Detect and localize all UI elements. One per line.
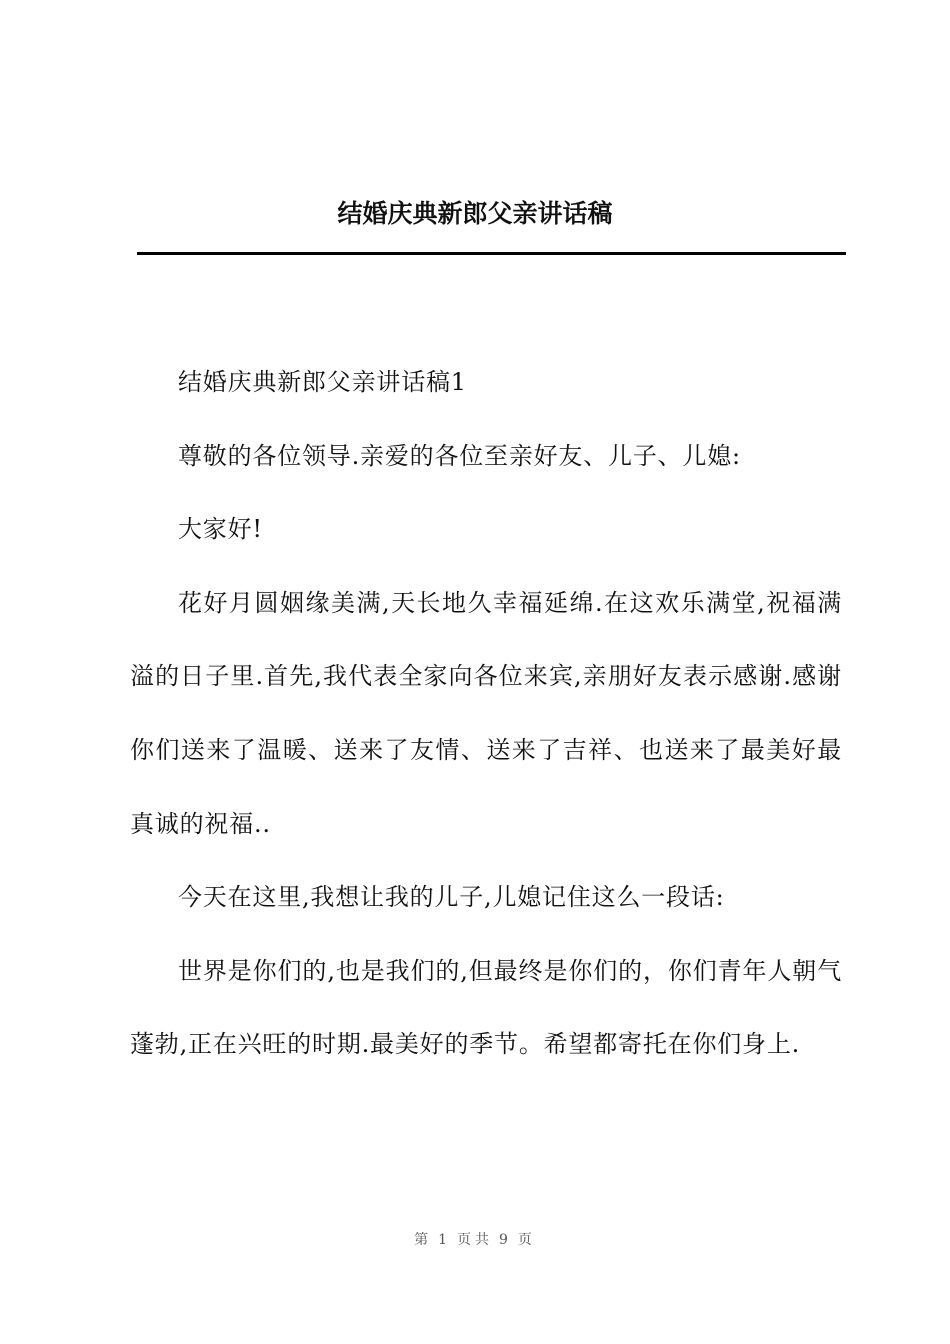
page-title: 结婚庆典新郎父亲讲话稿 [337, 199, 613, 228]
paragraph-thanks: 花好月圆姻缘美满,天长地久幸福延绵.在这欢乐满堂,祝福满溢的日子里.首先,我代表全家向各位来宾,亲朋好友表示感谢.感谢你们送来了温暖、送来了友情、送来了吉祥、也送来了最美好最真诚的祝福.. [130, 588, 842, 838]
title-divider [137, 252, 846, 255]
footer-total-pages: 9 [499, 1232, 512, 1248]
document-body [130, 346, 842, 1082]
paragraph-heading: 结婚庆典新郎父亲讲话稿1 [178, 368, 467, 396]
footer-middle: 页共 [457, 1232, 493, 1248]
paragraph-message: 世界是你们的,也是我们的,但最终是你们的，你们青年人朝气蓬勃,正在兴旺的时期.最美好的季节。希望都寄托在你们身上. [130, 956, 842, 1059]
page-footer [0, 1229, 950, 1249]
paragraph-salutation: 尊敬的各位领导.亲爱的各位至亲好友、儿子、儿媳: [178, 441, 741, 470]
footer-current-page: 1 [438, 1232, 451, 1248]
footer-suffix: 页 [517, 1232, 536, 1248]
paragraph-greeting: 大家好! [178, 515, 263, 544]
footer-prefix: 第 [414, 1232, 433, 1248]
paragraph-message-intro: 今天在这里,我想让我的儿子,儿媳记住这么一段话: [178, 883, 725, 912]
